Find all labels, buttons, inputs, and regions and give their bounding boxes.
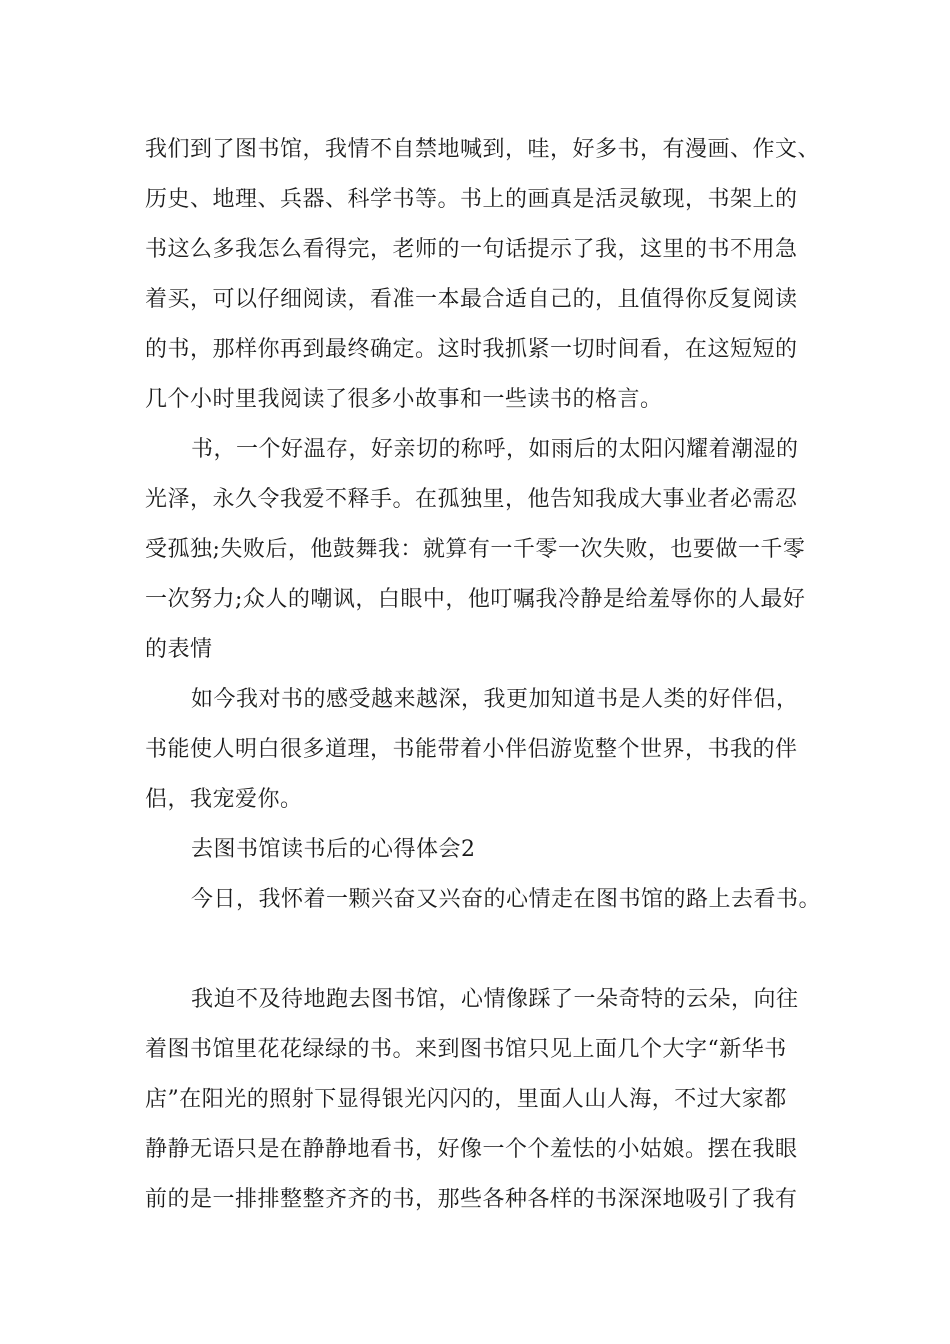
paragraph-line: 的书，那样你再到最终确定。这时我抓紧一切时间看，在这短短的 <box>145 337 798 362</box>
paragraph-line: 受孤独;失败后，他鼓舞我：就算有一千零一次失败，也要做一千零 <box>145 537 806 562</box>
paragraph-line: 我迫不及待地跑去图书馆，心情像踩了一朵奇特的云朵，向往 <box>191 987 799 1012</box>
paragraph-line: 店”在阳光的照射下显得银光闪闪的，里面人山人海，不过大家都 <box>145 1087 787 1112</box>
paragraph-line: 光泽，永久令我爱不释手。在孤独里，他告知我成大事业者必需忍 <box>145 487 798 512</box>
paragraph-line: 一次努力;众人的嘲讽，白眼中，他叮嘱我冷静是给羞辱你的人最好 <box>145 587 806 612</box>
paragraph-line: 着买，可以仔细阅读，看准一本最合适自己的，且值得你反复阅读 <box>145 287 798 312</box>
paragraph-line: 书，一个好温存，好亲切的称呼，如雨后的太阳闪耀着潮湿的 <box>191 437 799 462</box>
paragraph-line: 书这么多我怎么看得完，老师的一句话提示了我，这里的书不用急 <box>145 237 798 262</box>
paragraph-line: 的表情 <box>145 637 213 662</box>
paragraph-line: 历史、地理、兵器、科学书等。书上的画真是活灵敏现，书架上的 <box>145 187 798 212</box>
paragraph-line: 几个小时里我阅读了很多小故事和一些读书的格言。 <box>145 387 663 412</box>
paragraph-line: 前的是一排排整整齐齐的书，那些各种各样的书深深地吸引了我有 <box>145 1187 798 1212</box>
paragraph-line: 今日，我怀着一颗兴奋又兴奋的心情走在图书馆的路上去看书。 <box>191 887 822 912</box>
section-heading: 去图书馆读书后的心得体会2 <box>191 837 476 862</box>
paragraph-line: 书能使人明白很多道理，书能带着小伴侣游览整个世界，书我的伴 <box>145 737 798 762</box>
paragraph-line: 侣，我宠爱你。 <box>145 787 303 812</box>
paragraph-line: 静静无语只是在静静地看书，好像一个个羞怯的小姑娘。摆在我眼 <box>145 1137 798 1162</box>
paragraph-line: 着图书馆里花花绿绿的书。来到图书馆只见上面几个大字“新华书 <box>145 1037 787 1062</box>
paragraph-line: 我们到了图书馆，我情不自禁地喊到，哇，好多书，有漫画、作文、 <box>145 137 821 162</box>
paragraph-line: 如今我对书的感受越来越深，我更加知道书是人类的好伴侣， <box>191 687 799 712</box>
